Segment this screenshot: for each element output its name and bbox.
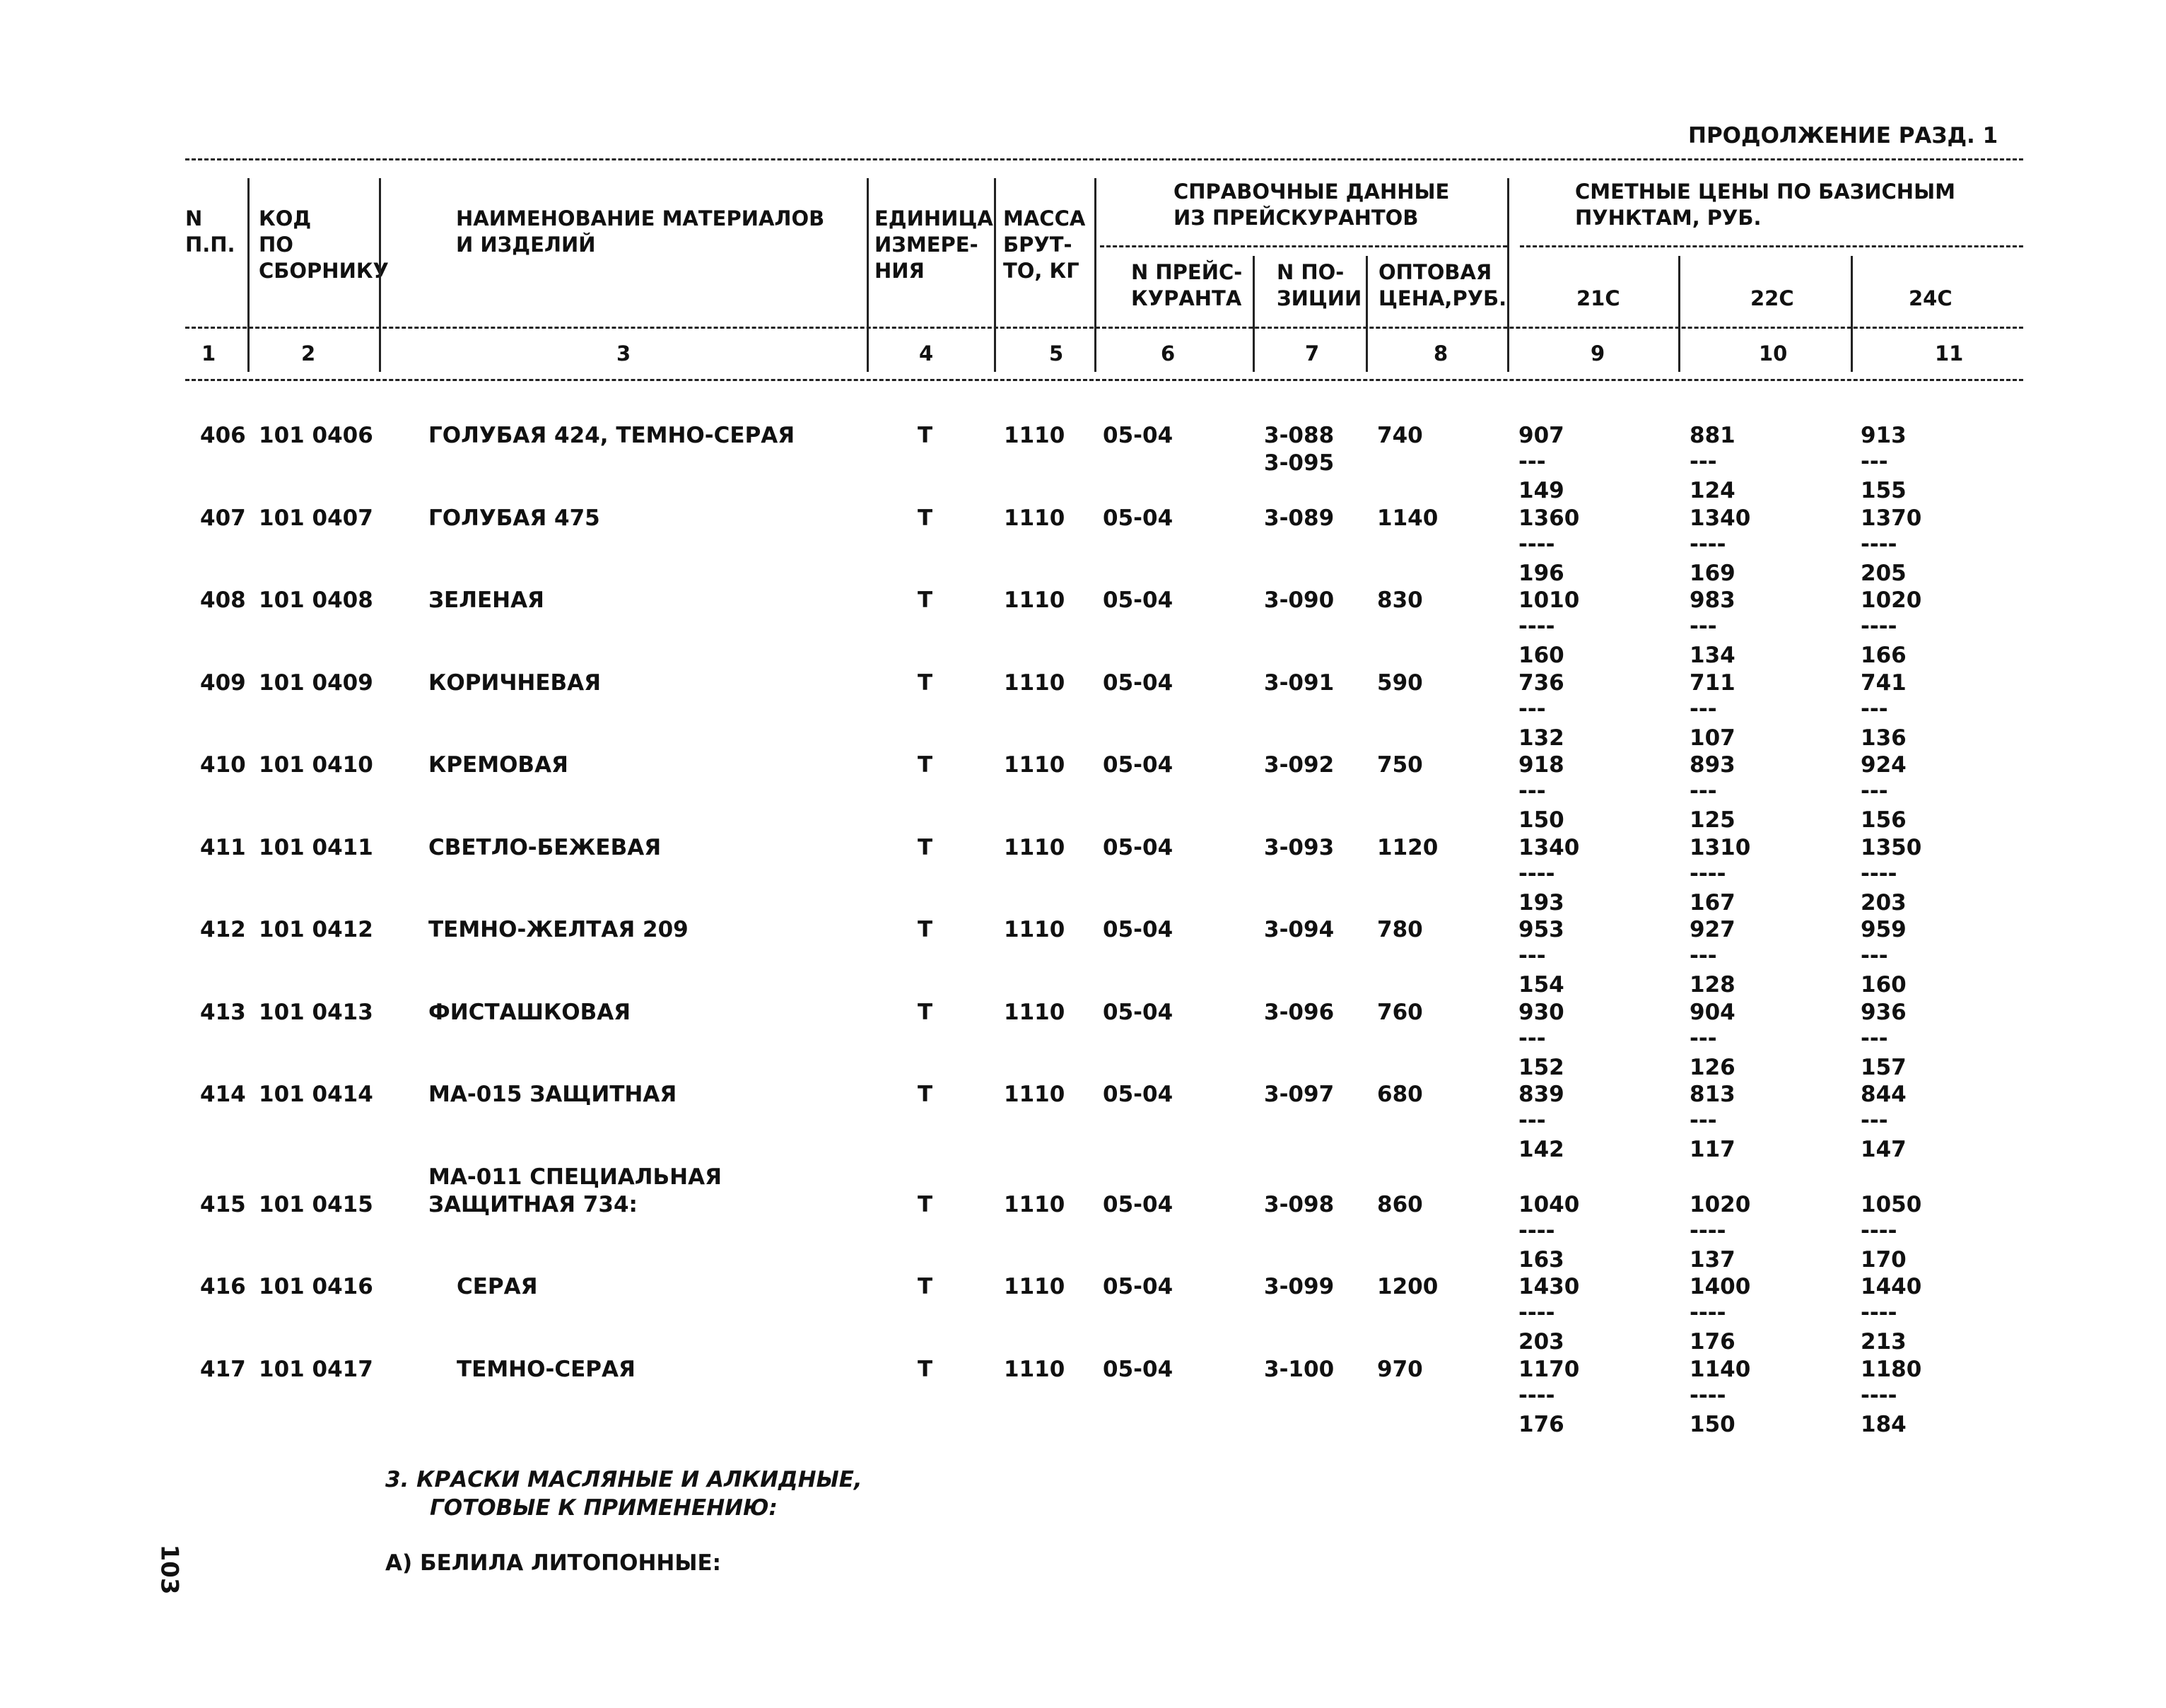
row-position-no: 3-099 (1264, 1274, 1335, 1299)
row-price-24: 1370 (1861, 505, 1922, 531)
row-pricelist-no: 05-04 (1103, 1356, 1173, 1382)
row-price-freight-24: 147 (1861, 1137, 1907, 1162)
row-price-divider-22: --- (1690, 778, 1717, 804)
row-pricelist-no: 05-04 (1103, 587, 1173, 613)
row-position-no: 3-096 (1264, 999, 1335, 1025)
row-price-divider-24: ---- (1861, 531, 1897, 557)
colnum-7: 7 (1305, 341, 1320, 365)
row-position-no: 3-092 (1264, 752, 1335, 778)
row-mass: 1110 (1004, 1274, 1065, 1299)
colnum-1: 1 (201, 341, 216, 365)
colnum-4: 4 (919, 341, 934, 365)
row-price-21: 930 (1518, 999, 1564, 1025)
row-price-divider-22: --- (1690, 1108, 1717, 1133)
row-code: 101 0415 (259, 1191, 373, 1217)
row-position-no-2: 3-095 (1264, 450, 1335, 476)
row-name: СЕРАЯ (457, 1274, 538, 1299)
row-wholesale-price: 590 (1377, 669, 1423, 696)
colnum-6: 6 (1161, 341, 1176, 365)
row-price-freight-24: 203 (1861, 889, 1907, 916)
row-price-21: 918 (1518, 752, 1564, 778)
row-name: ТЕМНО-ЖЕЛТАЯ 209 (428, 917, 689, 942)
row-price-22: 893 (1690, 752, 1735, 778)
row-price-24: 844 (1861, 1082, 1907, 1107)
row-price-divider-24: ---- (1861, 1382, 1897, 1408)
hdr-c1-l1: N (185, 206, 203, 230)
row-price-freight-22: 117 (1690, 1137, 1735, 1162)
row-price-freight-22: 125 (1690, 807, 1735, 833)
row-mass: 1110 (1004, 752, 1065, 778)
rule-colnum-bottom (185, 379, 2023, 381)
row-code: 101 0407 (259, 505, 373, 531)
section-title-line1: 3. КРАСКИ МАСЛЯНЫЕ И АЛКИДНЫЕ, (385, 1467, 862, 1492)
hdr-price-group-l2: ПУНКТАМ, РУБ. (1575, 206, 1762, 230)
row-code: 101 0406 (259, 423, 373, 448)
row-price-freight-24: 155 (1861, 478, 1907, 503)
hdr-c2-l3: СБОРНИКУ (259, 259, 389, 283)
row-mass: 1110 (1004, 1082, 1065, 1107)
col-separator (867, 178, 869, 372)
row-wholesale-price: 970 (1377, 1356, 1423, 1382)
hdr-price-group-l1: СМЕТНЫЕ ЦЕНЫ ПО БАЗИСНЫМ (1575, 180, 1955, 204)
row-price-22: 711 (1690, 669, 1735, 696)
row-position-no: 3-094 (1264, 917, 1335, 942)
col-separator (1094, 178, 1096, 372)
section-title-line2: ГОТОВЫЕ К ПРИМЕНЕНИЮ: (430, 1495, 778, 1521)
row-price-24: 1440 (1861, 1274, 1922, 1299)
row-price-21: 736 (1518, 669, 1564, 696)
row-price-freight-21: 160 (1518, 643, 1564, 668)
row-wholesale-price: 1140 (1377, 505, 1439, 531)
row-price-freight-22: 150 (1690, 1411, 1735, 1437)
page-number: 103 (155, 1544, 184, 1595)
row-price-24: 741 (1861, 669, 1907, 696)
row-price-21: 839 (1518, 1082, 1564, 1107)
row-price-divider-22: ---- (1690, 1300, 1726, 1326)
row-name: ЗАЩИТНАЯ 734: (428, 1191, 638, 1217)
row-wholesale-price: 760 (1377, 999, 1423, 1025)
row-mass: 1110 (1004, 587, 1065, 613)
row-price-freight-21: 163 (1518, 1246, 1564, 1273)
hdr-c4-l1: ЕДИНИЦА (874, 206, 993, 230)
row-unit: Т (918, 834, 933, 860)
row-price-divider-21: --- (1518, 1108, 1546, 1133)
row-code: 101 0410 (259, 752, 373, 778)
continuation-note: ПРОДОЛЖЕНИЕ РАЗД. 1 (1688, 123, 1998, 148)
row-price-freight-24: 157 (1861, 1054, 1907, 1080)
rule-top (185, 158, 2023, 160)
row-unit: Т (918, 999, 933, 1025)
colnum-8: 8 (1434, 341, 1448, 365)
row-unit: Т (918, 669, 933, 696)
row-price-divider-22: ---- (1690, 860, 1726, 887)
row-number: 415 (200, 1191, 246, 1217)
row-price-divider-24: --- (1861, 696, 1888, 722)
row-price-24: 1020 (1861, 587, 1922, 613)
row-number: 413 (200, 999, 246, 1025)
row-price-divider-22: --- (1690, 696, 1717, 722)
row-pricelist-no: 05-04 (1103, 834, 1173, 860)
row-code: 101 0413 (259, 999, 373, 1025)
row-price-freight-24: 184 (1861, 1411, 1907, 1437)
row-position-no: 3-089 (1264, 505, 1335, 531)
row-price-freight-24: 213 (1861, 1329, 1907, 1355)
row-price-freight-22: 167 (1690, 889, 1735, 916)
row-position-no: 3-088 (1264, 423, 1335, 448)
row-name: ЗЕЛЕНАЯ (428, 587, 544, 613)
row-wholesale-price: 1200 (1377, 1274, 1439, 1299)
row-code: 101 0416 (259, 1274, 373, 1299)
hdr-c4-l3: НИЯ (874, 259, 925, 283)
row-price-21: 1170 (1518, 1356, 1580, 1382)
hdr-c5-l2: БРУТ- (1003, 233, 1072, 257)
row-position-no: 3-098 (1264, 1191, 1335, 1217)
hdr-c5-l3: ТО, КГ (1003, 259, 1079, 283)
row-number: 417 (200, 1356, 246, 1382)
col-separator (1678, 256, 1680, 372)
row-code: 101 0408 (259, 587, 373, 613)
row-position-no: 3-100 (1264, 1356, 1335, 1382)
row-price-divider-21: --- (1518, 449, 1546, 474)
row-price-freight-21: 193 (1518, 889, 1564, 916)
row-unit: Т (918, 587, 933, 613)
row-price-freight-21: 150 (1518, 807, 1564, 833)
row-price-divider-21: --- (1518, 943, 1546, 969)
row-code: 101 0412 (259, 917, 373, 942)
row-price-divider-22: ---- (1690, 1217, 1726, 1244)
row-price-freight-21: 142 (1518, 1137, 1564, 1162)
hdr-c2-l1: КОД (259, 206, 312, 230)
colnum-2: 2 (301, 341, 316, 365)
row-price-divider-22: ---- (1690, 531, 1726, 557)
row-price-divider-24: ---- (1861, 1300, 1897, 1326)
row-price-freight-24: 170 (1861, 1246, 1907, 1273)
row-pricelist-no: 05-04 (1103, 1082, 1173, 1107)
row-price-freight-22: 126 (1690, 1054, 1735, 1080)
row-price-divider-21: ---- (1518, 1217, 1555, 1244)
hdr-c3-l2: И ИЗДЕЛИЙ (456, 233, 596, 257)
row-price-21: 1340 (1518, 834, 1580, 860)
hdr-c5-l1: МАССА (1003, 206, 1086, 230)
row-price-freight-24: 156 (1861, 807, 1907, 833)
row-unit: Т (918, 917, 933, 942)
row-price-22: 1310 (1690, 834, 1751, 860)
row-name: ГОЛУБАЯ 475 (428, 505, 600, 531)
row-code: 101 0409 (259, 669, 373, 696)
hdr-c8-l1: ОПТОВАЯ (1378, 260, 1492, 284)
row-price-freight-22: 134 (1690, 643, 1735, 668)
col-separator (1253, 256, 1255, 372)
colnum-3: 3 (616, 341, 631, 365)
row-price-divider-24: --- (1861, 778, 1888, 804)
row-price-22: 813 (1690, 1082, 1735, 1107)
row-code: 101 0417 (259, 1356, 373, 1382)
row-wholesale-price: 680 (1377, 1082, 1423, 1107)
row-code: 101 0414 (259, 1082, 373, 1107)
row-mass: 1110 (1004, 1356, 1065, 1382)
row-price-21: 1040 (1518, 1191, 1580, 1217)
row-price-divider-21: --- (1518, 696, 1546, 722)
row-number: 414 (200, 1082, 246, 1107)
row-price-divider-21: --- (1518, 778, 1546, 804)
row-position-no: 3-090 (1264, 587, 1335, 613)
row-price-freight-24: 160 (1861, 972, 1907, 998)
row-wholesale-price: 860 (1377, 1191, 1423, 1217)
row-price-21: 907 (1518, 423, 1564, 448)
row-unit: Т (918, 752, 933, 778)
row-price-24: 1350 (1861, 834, 1922, 860)
col-separator (994, 178, 996, 372)
row-pricelist-no: 05-04 (1103, 669, 1173, 696)
row-price-divider-24: ---- (1861, 614, 1897, 639)
row-price-freight-22: 124 (1690, 478, 1735, 503)
row-price-freight-22: 169 (1690, 560, 1735, 586)
colnum-11: 11 (1935, 341, 1964, 365)
row-price-freight-22: 137 (1690, 1246, 1735, 1273)
row-price-21: 1010 (1518, 587, 1580, 613)
row-price-divider-22: ---- (1690, 1382, 1726, 1408)
row-mass: 1110 (1004, 1191, 1065, 1217)
row-price-freight-24: 205 (1861, 560, 1907, 586)
row-unit: Т (918, 423, 933, 448)
row-price-divider-24: ---- (1861, 860, 1897, 887)
row-number: 406 (200, 423, 246, 448)
row-name-line1: МА-011 СПЕЦИАЛЬНАЯ (428, 1164, 722, 1190)
hdr-c7-l1: N ПО- (1277, 260, 1345, 284)
row-price-divider-24: --- (1861, 1108, 1888, 1133)
row-price-divider-24: --- (1861, 943, 1888, 969)
row-name: МА-015 ЗАЩИТНАЯ (428, 1082, 677, 1107)
row-wholesale-price: 750 (1377, 752, 1423, 778)
rule-header-sub1 (1100, 245, 1507, 247)
row-price-freight-21: 176 (1518, 1411, 1564, 1437)
row-name: ФИСТАШКОВАЯ (428, 999, 631, 1025)
hdr-c3-l1: НАИМЕНОВАНИЕ МАТЕРИАЛОВ (456, 206, 825, 230)
row-price-freight-21: 154 (1518, 972, 1564, 998)
row-number: 416 (200, 1274, 246, 1299)
row-price-24: 1180 (1861, 1356, 1922, 1382)
row-number: 407 (200, 505, 246, 531)
row-price-24: 936 (1861, 999, 1907, 1025)
hdr-c7-l2: ЗИЦИИ (1277, 286, 1362, 310)
row-position-no: 3-091 (1264, 669, 1335, 696)
row-pricelist-no: 05-04 (1103, 423, 1173, 448)
row-price-22: 881 (1690, 423, 1735, 448)
col-separator (247, 178, 250, 372)
row-price-22: 927 (1690, 917, 1735, 942)
colnum-5: 5 (1049, 341, 1064, 365)
row-pricelist-no: 05-04 (1103, 1274, 1173, 1299)
row-wholesale-price: 780 (1377, 917, 1423, 942)
row-mass: 1110 (1004, 999, 1065, 1025)
row-price-24: 1050 (1861, 1191, 1922, 1217)
row-price-divider-22: --- (1690, 1025, 1717, 1051)
row-unit: Т (918, 505, 933, 531)
hdr-c4-l2: ИЗМЕРЕ- (874, 233, 978, 257)
row-price-22: 904 (1690, 999, 1735, 1025)
row-mass: 1110 (1004, 917, 1065, 942)
row-name: КОРИЧНЕВАЯ (428, 669, 602, 696)
row-pricelist-no: 05-04 (1103, 999, 1173, 1025)
hdr-ref-group-l2: ИЗ ПРЕЙСКУРАНТОВ (1173, 206, 1419, 230)
row-price-divider-24: ---- (1861, 1217, 1897, 1244)
row-price-divider-21: ---- (1518, 531, 1555, 557)
row-unit: Т (918, 1356, 933, 1382)
row-price-divider-21: ---- (1518, 614, 1555, 639)
col-separator (1851, 256, 1853, 372)
row-price-freight-21: 203 (1518, 1329, 1564, 1355)
row-code: 101 0411 (259, 834, 373, 860)
subsection-title: А) БЕЛИЛА ЛИТОПОННЫЕ: (385, 1550, 722, 1576)
row-name: КРЕМОВАЯ (428, 752, 568, 778)
row-pricelist-no: 05-04 (1103, 917, 1173, 942)
col-separator (1366, 256, 1368, 372)
rule-header-bottom (185, 327, 2023, 329)
row-number: 412 (200, 917, 246, 942)
hdr-c2-l2: ПО (259, 233, 293, 257)
row-price-freight-24: 136 (1861, 725, 1907, 751)
hdr-c8-l2: ЦЕНА,РУБ. (1378, 286, 1507, 310)
row-price-divider-22: --- (1690, 943, 1717, 969)
row-price-21: 953 (1518, 917, 1564, 942)
hdr-c6-l1: N ПРЕЙС- (1131, 260, 1243, 284)
hdr-c10: 22С (1750, 286, 1794, 310)
row-pricelist-no: 05-04 (1103, 752, 1173, 778)
row-pricelist-no: 05-04 (1103, 505, 1173, 531)
row-wholesale-price: 740 (1377, 423, 1423, 448)
row-name: ГОЛУБАЯ 424, ТЕМНО-СЕРАЯ (428, 423, 795, 448)
row-price-freight-22: 128 (1690, 972, 1735, 998)
row-price-freight-21: 132 (1518, 725, 1564, 751)
row-price-freight-21: 196 (1518, 560, 1564, 586)
row-price-22: 1400 (1690, 1274, 1751, 1299)
row-price-divider-22: --- (1690, 614, 1717, 639)
row-wholesale-price: 830 (1377, 587, 1423, 613)
row-wholesale-price: 1120 (1377, 834, 1439, 860)
hdr-c1-l2: П.П. (185, 233, 235, 257)
row-position-no: 3-097 (1264, 1082, 1335, 1107)
row-price-divider-21: --- (1518, 1025, 1546, 1051)
row-price-24: 959 (1861, 917, 1907, 942)
row-price-24: 913 (1861, 423, 1907, 448)
row-mass: 1110 (1004, 669, 1065, 696)
col-separator (379, 178, 381, 372)
row-number: 408 (200, 587, 246, 613)
hdr-c9: 21С (1576, 286, 1620, 310)
row-mass: 1110 (1004, 505, 1065, 531)
row-number: 411 (200, 834, 246, 860)
row-price-divider-21: ---- (1518, 860, 1555, 887)
row-price-22: 983 (1690, 587, 1735, 613)
row-price-21: 1430 (1518, 1274, 1580, 1299)
row-position-no: 3-093 (1264, 834, 1335, 860)
row-price-divider-22: --- (1690, 449, 1717, 474)
row-price-freight-24: 166 (1861, 643, 1907, 668)
rule-header-sub2 (1520, 245, 2023, 247)
row-price-22: 1020 (1690, 1191, 1751, 1217)
row-price-22: 1140 (1690, 1356, 1751, 1382)
row-price-freight-22: 176 (1690, 1329, 1735, 1355)
row-price-divider-21: ---- (1518, 1300, 1555, 1326)
row-price-21: 1360 (1518, 505, 1580, 531)
row-unit: Т (918, 1082, 933, 1107)
row-name: ТЕМНО-СЕРАЯ (457, 1356, 636, 1382)
hdr-c6-l2: КУРАНТА (1131, 286, 1242, 310)
colnum-9: 9 (1591, 341, 1605, 365)
row-price-22: 1340 (1690, 505, 1751, 531)
row-mass: 1110 (1004, 834, 1065, 860)
row-price-divider-21: ---- (1518, 1382, 1555, 1408)
row-unit: Т (918, 1274, 933, 1299)
row-price-freight-21: 149 (1518, 478, 1564, 503)
row-name: СВЕТЛО-БЕЖЕВАЯ (428, 834, 662, 860)
col-separator (1507, 178, 1509, 372)
row-price-divider-24: --- (1861, 449, 1888, 474)
row-mass: 1110 (1004, 423, 1065, 448)
row-price-freight-22: 107 (1690, 725, 1735, 751)
hdr-ref-group-l1: СПРАВОЧНЫЕ ДАННЫЕ (1173, 180, 1450, 204)
row-pricelist-no: 05-04 (1103, 1191, 1173, 1217)
row-price-24: 924 (1861, 752, 1907, 778)
row-price-freight-21: 152 (1518, 1054, 1564, 1080)
row-number: 409 (200, 669, 246, 696)
row-price-divider-24: --- (1861, 1025, 1888, 1051)
hdr-c11: 24С (1909, 286, 1953, 310)
row-unit: Т (918, 1191, 933, 1217)
colnum-10: 10 (1759, 341, 1788, 365)
row-number: 410 (200, 752, 246, 778)
